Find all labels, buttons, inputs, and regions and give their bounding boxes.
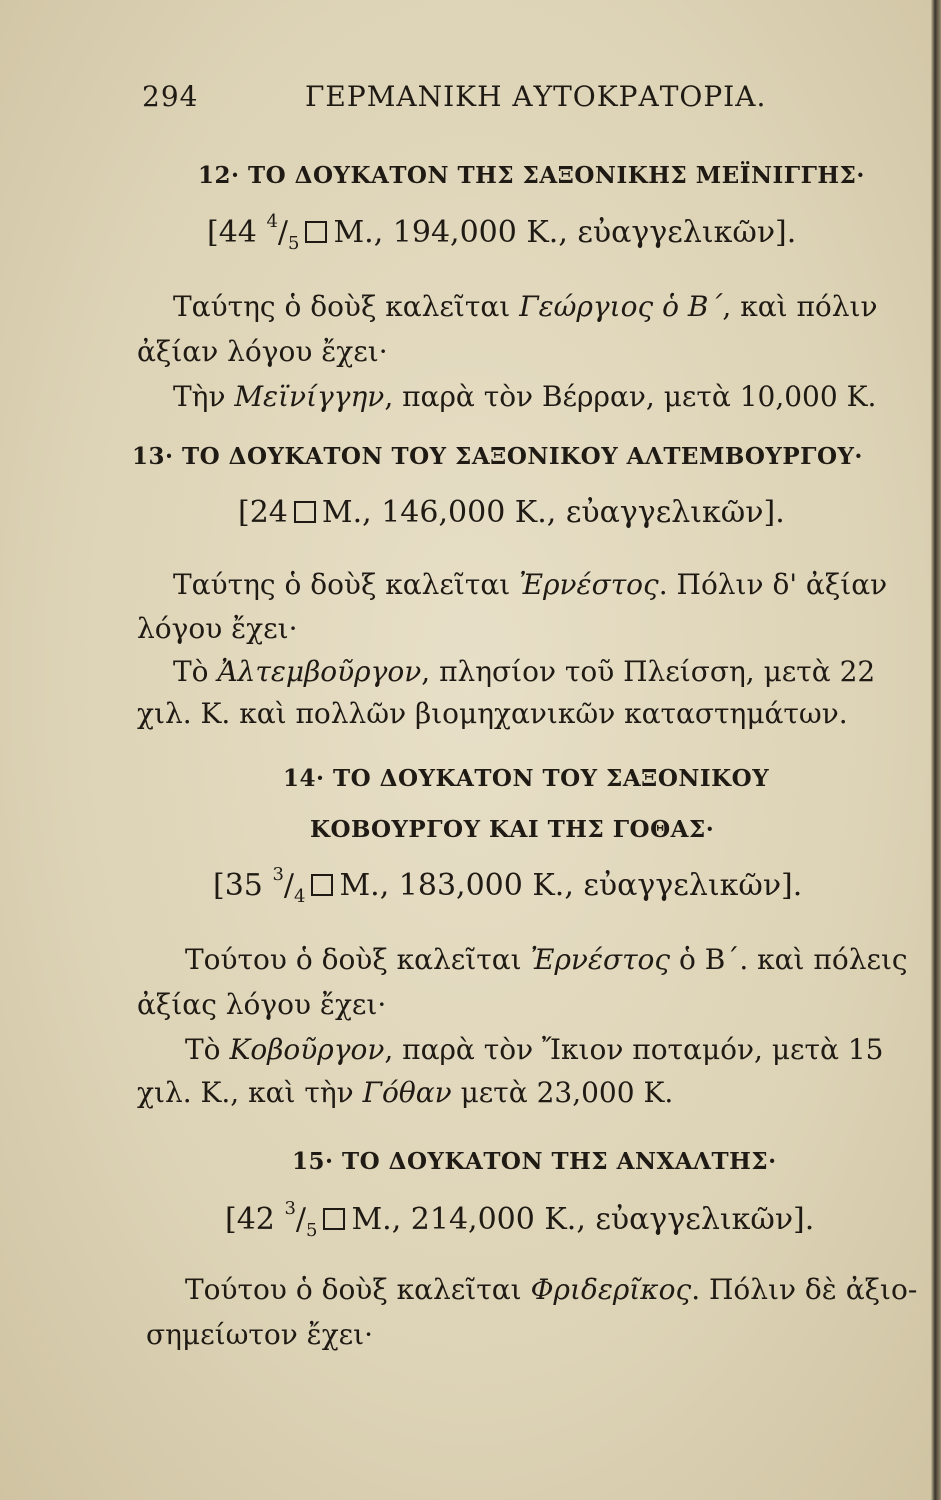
body-line: ἀξίας λόγου ἔχει· — [137, 988, 387, 1021]
fraction-numerator: 3 — [272, 864, 284, 885]
section-statistics — [207, 211, 797, 254]
section-title: 12· ΤΟ ΔΟΥΚΑΤΟΝ ΤΗΣ ΣΑΞΟΝΙΚΗΣ ΜΕΪΝΙΓΓΗΣ· — [198, 162, 865, 189]
section-statistics — [225, 1198, 815, 1241]
area-fraction: $^4/_5$ — [266, 211, 300, 254]
stat-open: [24 — [238, 495, 288, 530]
section-title: 14· ΤΟ ΔΟΥΚΑΤΟΝ ΤΟΥ ΣΑΞΟΝΙΚΟΥ — [283, 765, 770, 792]
body-line: Τὸ Κοβοῦργον, παρὰ τὸν Ἴκιον ποταμόν, μετὰ 15 — [185, 1033, 884, 1066]
stat-rest: Μ., 183,000 Κ., εὐαγγελικῶν]. — [339, 868, 803, 903]
body-line: σημείωτον ἔχει· — [146, 1318, 374, 1351]
fraction-denominator: 5 — [288, 233, 300, 254]
body-line: Τὴν Μεϊνίγγην, παρὰ τὸν Βέρραν, μετὰ 10,000 Κ. — [173, 380, 877, 413]
section-statistics — [213, 864, 803, 907]
section-title: 15· ΤΟ ΔΟΥΚΑΤΟΝ ΤΗΣ ΑΝΧΑΛΤΗΣ· — [292, 1148, 777, 1175]
body-line: Τὸ Ἀλτεμβοῦργον, πλησίον τοῦ Πλείσση, μετὰ 22 — [173, 655, 876, 688]
body-line: Ταύτης ὁ δοὺξ καλεῖται Γεώργιος ὁ Β΄, καὶ πόλιν — [173, 290, 878, 323]
area-fraction: $^3/_5$ — [284, 1198, 318, 1241]
body-line: χιλ. Κ., καὶ τὴν Γόθαν μετὰ 23,000 Κ. — [137, 1076, 674, 1109]
square-mile-symbol — [305, 221, 327, 243]
area-fraction: $^3/_4$ — [272, 864, 306, 907]
section-title: 13· ΤΟ ΔΟΥΚΑΤΟΝ ΤΟΥ ΣΑΞΟΝΙΚΟΥ ΑΛΤΕΜΒΟΥΡΓΟΥ· — [132, 443, 863, 470]
section-statistics — [238, 495, 785, 530]
body-line: Ταύτης ὁ δοὺξ καλεῖται Ἐρνέστος. Πόλιν δ' ἀξίαν — [173, 568, 888, 601]
body-line: χιλ. Κ. καὶ πολλῶν βιομηχανικῶν καταστημάτων. — [137, 697, 848, 730]
body-line: Τούτου ὁ δοὺξ καλεῖται Φριδερῖκος. Πόλιν δὲ ἀξιο- — [185, 1273, 918, 1306]
stat-open: [35 — [213, 868, 263, 903]
fraction-denominator: 5 — [306, 1220, 318, 1241]
square-mile-symbol — [323, 1208, 345, 1230]
page-number: 294 — [142, 80, 199, 113]
fraction-denominator: 4 — [294, 886, 306, 907]
stat-rest: Μ., 194,000 Κ., εὐαγγελικῶν]. — [333, 215, 797, 250]
section-title-continued: ΚΟΒΟΥΡΓΟΥ ΚΑΙ ΤΗΣ ΓΟΘΑΣ· — [310, 816, 715, 843]
fraction-numerator: 3 — [284, 1198, 296, 1219]
square-mile-symbol — [311, 874, 333, 896]
stat-rest: Μ., 146,000 Κ., εὐαγγελικῶν]. — [321, 495, 785, 530]
stat-open: [42 — [225, 1202, 275, 1237]
body-line: Τούτου ὁ δοὺξ καλεῖται Ἐρνέστος ὁ Β΄. καὶ πόλεις — [185, 943, 908, 976]
square-mile-symbol — [294, 501, 316, 523]
running-head: ΓΕΡΜΑΝΙΚΗ ΑΥΤΟΚΡΑΤΟΡΙΑ. — [305, 80, 767, 113]
stat-open: [44 — [207, 215, 257, 250]
stat-rest: Μ., 214,000 Κ., εὐαγγελικῶν]. — [351, 1202, 815, 1237]
body-line: λόγου ἔχει· — [137, 612, 298, 645]
page-edge — [931, 0, 941, 1500]
body-line: ἀξίαν λόγου ἔχει· — [137, 335, 388, 368]
fraction-numerator: 4 — [266, 211, 278, 232]
